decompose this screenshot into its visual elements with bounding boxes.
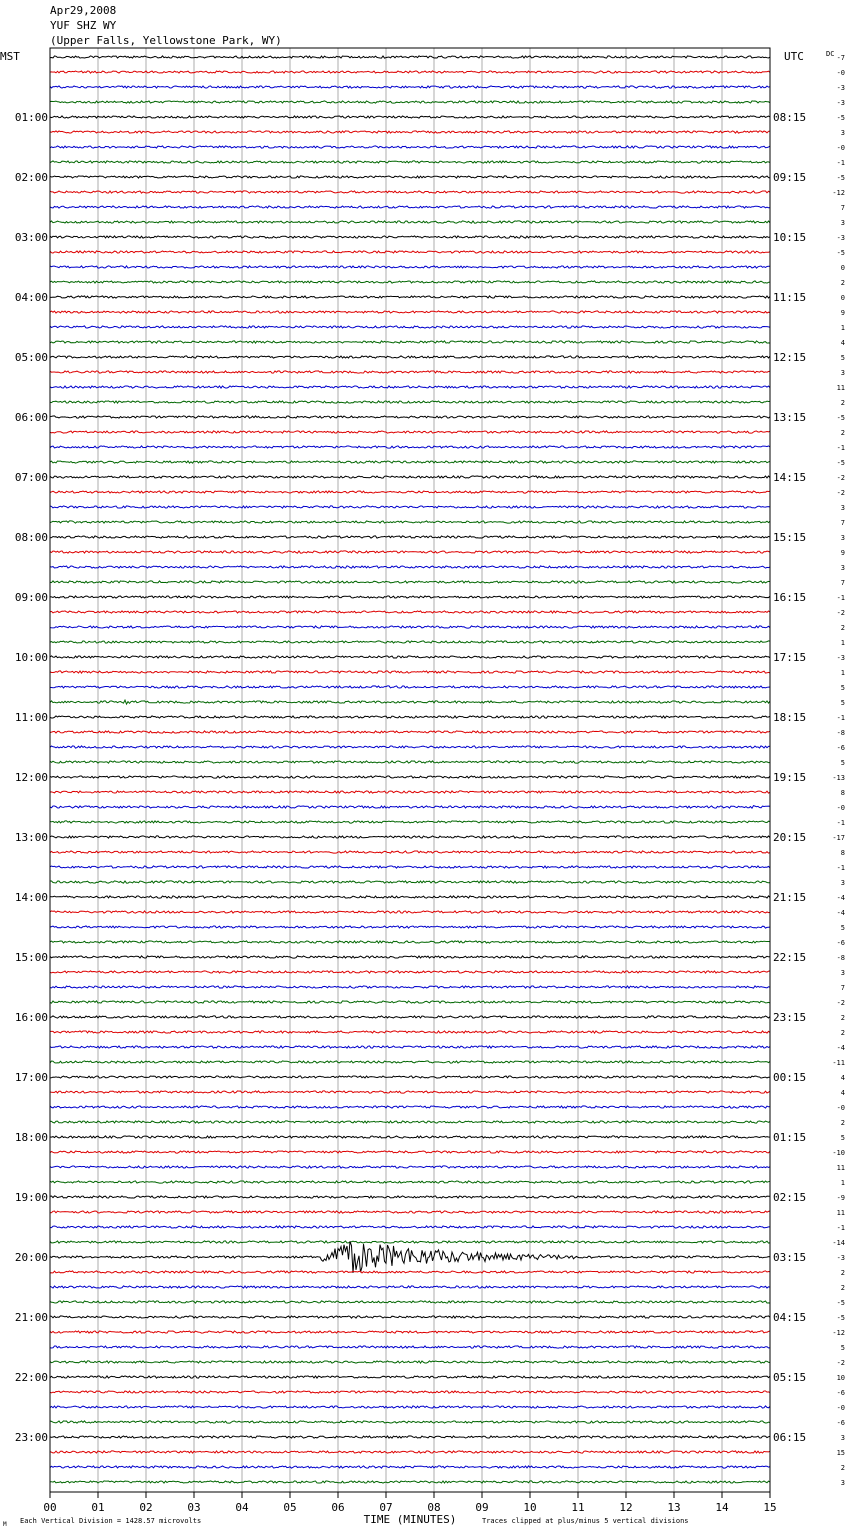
mst-hour-label: 23:00 — [14, 1431, 48, 1444]
location-label: (Upper Falls, Yellowstone Park, WY) — [50, 34, 282, 47]
dc-offset-label: 10 — [836, 1374, 845, 1382]
dc-offset-label: -6 — [836, 744, 845, 752]
trace-line — [50, 446, 770, 448]
mst-hour-label: 20:00 — [14, 1251, 48, 1264]
dc-offset-label: -5 — [836, 1314, 845, 1322]
dc-offset-label: -12 — [832, 189, 845, 197]
dc-offset-label: -3 — [836, 654, 845, 662]
mst-hour-label: 21:00 — [14, 1311, 48, 1324]
trace-line — [50, 176, 770, 178]
trace-line — [50, 161, 770, 163]
utc-hour-label: 06:15 — [773, 1431, 807, 1444]
dc-offset-label: -4 — [836, 909, 845, 917]
trace-line — [50, 266, 770, 268]
trace-line — [50, 1481, 770, 1483]
trace-line — [50, 881, 770, 883]
trace-line — [50, 56, 770, 58]
trace-line — [50, 1151, 770, 1153]
trace-line — [50, 926, 770, 928]
trace-line — [50, 686, 770, 688]
utc-hour-label: 03:15 — [773, 1251, 807, 1264]
trace-line — [50, 311, 770, 313]
dc-offset-label: 2 — [840, 1284, 845, 1292]
dc-offset-label: -0 — [836, 144, 845, 152]
dc-offset-label: 11 — [836, 384, 845, 392]
scale-note: Each Vertical Division = 1428.57 microvolts — [20, 1517, 202, 1525]
utc-hour-label: 08:15 — [773, 111, 807, 124]
mst-hour-label: 14:00 — [14, 891, 48, 904]
trace-line — [50, 1241, 770, 1243]
x-tick-label: 07 — [379, 1501, 393, 1514]
dc-offset-label: 9 — [840, 309, 845, 317]
x-tick-label: 10 — [523, 1501, 537, 1514]
trace-line — [50, 86, 770, 88]
utc-hour-label: 00:15 — [773, 1071, 807, 1084]
mst-hour-label: 01:00 — [14, 111, 48, 124]
dc-offset-label: -1 — [836, 819, 845, 827]
trace-line — [50, 896, 770, 898]
dc-offset-label: -1 — [836, 444, 845, 452]
dc-offset-label: -5 — [836, 174, 845, 182]
dc-offset-label: 4 — [840, 339, 845, 347]
dc-offset-label: -2 — [836, 474, 845, 482]
trace-line — [50, 326, 770, 328]
trace-line — [50, 986, 770, 988]
dc-offset-label: -5 — [836, 249, 845, 257]
mst-hour-label: 17:00 — [14, 1071, 48, 1084]
trace-line — [50, 596, 770, 598]
mst-hour-label: 10:00 — [14, 651, 48, 664]
trace-line — [50, 131, 770, 133]
dc-offset-label: 3 — [840, 1479, 845, 1487]
dc-offset-label: 1 — [840, 669, 845, 677]
dc-offset-label: -1 — [836, 864, 845, 872]
x-tick-label: 11 — [571, 1501, 585, 1514]
trace-group — [50, 56, 770, 1483]
date-label: Apr29,2008 — [50, 4, 117, 17]
trace-line — [50, 1226, 770, 1228]
trace-line — [50, 296, 770, 298]
mst-hour-label: 11:00 — [14, 711, 48, 724]
dc-offset-label: 1 — [840, 639, 845, 647]
trace-line — [50, 1346, 770, 1348]
dc-offset-label: -2 — [836, 609, 845, 617]
dc-offset-label: 5 — [840, 684, 845, 692]
trace-line — [50, 1106, 770, 1108]
x-tick-label: 08 — [427, 1501, 441, 1514]
dc-offset-label: 7 — [840, 204, 845, 212]
utc-axis-label: UTC — [784, 50, 804, 63]
dc-offset-label: 5 — [840, 759, 845, 767]
utc-hour-label: 02:15 — [773, 1191, 807, 1204]
dc-offset-label: 3 — [840, 534, 845, 542]
utc-hour-label: 17:15 — [773, 651, 807, 664]
dc-offset-label: -14 — [832, 1239, 845, 1247]
utc-hour-label: 12:15 — [773, 351, 807, 364]
dc-offset-label: 2 — [840, 1464, 845, 1472]
station-label: YUF SHZ WY — [50, 19, 117, 32]
trace-line — [50, 1001, 770, 1003]
trace-line — [50, 700, 770, 704]
dc-offset-label: -9 — [836, 1194, 845, 1202]
dc-offset-label: -0 — [836, 69, 845, 77]
trace-line — [50, 1361, 770, 1363]
mst-hour-label: 05:00 — [14, 351, 48, 364]
trace-line — [50, 221, 770, 223]
utc-hour-label: 04:15 — [773, 1311, 807, 1324]
trace-line — [50, 626, 770, 628]
dc-offset-label: -7 — [836, 54, 845, 62]
trace-line — [50, 536, 770, 538]
dc-offset-label: -0 — [836, 1404, 845, 1412]
utc-hour-label: 16:15 — [773, 591, 807, 604]
dc-offset-label: -12 — [832, 1329, 845, 1337]
trace-line — [50, 566, 770, 568]
mst-hour-label: 08:00 — [14, 531, 48, 544]
dc-offset-label: 2 — [840, 624, 845, 632]
dc-label: DC — [826, 50, 835, 58]
mst-axis-label: MST — [0, 50, 20, 63]
trace-line — [50, 1136, 770, 1138]
trace-line — [50, 1451, 770, 1453]
mst-hour-label: 15:00 — [14, 951, 48, 964]
utc-hour-label: 14:15 — [773, 471, 807, 484]
dc-offset-label: 3 — [840, 369, 845, 377]
utc-hour-label: 09:15 — [773, 171, 807, 184]
dc-offset-label: 7 — [840, 519, 845, 527]
dc-offset-label: -11 — [832, 1059, 845, 1067]
trace-line — [50, 1301, 770, 1303]
trace-line — [50, 1271, 770, 1273]
trace-line — [50, 356, 770, 358]
dc-offset-label: -6 — [836, 1419, 845, 1427]
dc-offset-label: 3 — [840, 564, 845, 572]
dc-offset-label: 3 — [840, 504, 845, 512]
utc-hour-label: 19:15 — [773, 771, 807, 784]
dc-offset-label: -5 — [836, 459, 845, 467]
dc-offset-label: 5 — [840, 1344, 845, 1352]
dc-offset-label: -3 — [836, 234, 845, 242]
dc-offset-label: -10 — [832, 1149, 845, 1157]
dc-offset-label: 1 — [840, 1179, 845, 1187]
utc-hour-label: 22:15 — [773, 951, 807, 964]
clip-note: Traces clipped at plus/minus 5 vertical divisions — [482, 1517, 689, 1525]
trace-line — [50, 1241, 770, 1273]
trace-line — [50, 191, 770, 193]
dc-offset-label: -0 — [836, 804, 845, 812]
trace-line — [50, 971, 770, 973]
trace-line — [50, 1376, 770, 1378]
dc-offset-label: 8 — [840, 849, 845, 857]
dc-offset-label: -1 — [836, 1224, 845, 1232]
trace-line — [50, 431, 770, 433]
dc-offset-label: 5 — [840, 924, 845, 932]
utc-hour-label: 01:15 — [773, 1131, 807, 1144]
mst-hour-label: 18:00 — [14, 1131, 48, 1144]
trace-line — [50, 116, 770, 118]
trace-line — [50, 476, 770, 478]
mst-hour-label: 12:00 — [14, 771, 48, 784]
mst-hour-label: 13:00 — [14, 831, 48, 844]
dc-offset-label: 5 — [840, 354, 845, 362]
trace-line — [50, 956, 770, 958]
x-tick-label: 12 — [619, 1501, 633, 1514]
trace-line — [50, 641, 770, 643]
x-tick-label: 04 — [235, 1501, 249, 1514]
dc-offset-label: -6 — [836, 1389, 845, 1397]
trace-line — [50, 401, 770, 403]
trace-line — [50, 1406, 770, 1408]
trace-line — [50, 236, 770, 238]
trace-line — [50, 1031, 770, 1033]
dc-offset-label: 3 — [840, 879, 845, 887]
trace-line — [50, 1391, 770, 1393]
trace-line — [50, 1076, 770, 1078]
dc-offset-label: 2 — [840, 1119, 845, 1127]
dc-offset-label: 1 — [840, 324, 845, 332]
utc-hour-label: 15:15 — [773, 531, 807, 544]
dc-offset-label: -3 — [836, 1254, 845, 1262]
x-tick-label: 13 — [667, 1501, 681, 1514]
trace-line — [50, 911, 770, 913]
trace-line — [50, 1196, 770, 1198]
trace-line — [50, 851, 770, 853]
trace-line — [50, 731, 770, 733]
trace-line — [50, 1091, 770, 1093]
trace-line — [50, 506, 770, 508]
dc-offset-label: 0 — [840, 294, 845, 302]
dc-offset-label: 2 — [840, 1014, 845, 1022]
dc-offset-label: -13 — [832, 774, 845, 782]
dc-offset-label: -1 — [836, 714, 845, 722]
grid-lines — [98, 48, 722, 1492]
x-axis-title: TIME (MINUTES) — [363, 1513, 457, 1526]
trace-line — [50, 1061, 770, 1063]
utc-hour-label: 21:15 — [773, 891, 807, 904]
dc-offset-label: 3 — [840, 129, 845, 137]
trace-line — [50, 1331, 770, 1333]
trace-line — [50, 716, 770, 718]
dc-offset-label: 5 — [840, 699, 845, 707]
trace-line — [50, 206, 770, 208]
dc-offset-label: 8 — [840, 789, 845, 797]
utc-hour-label: 18:15 — [773, 711, 807, 724]
dc-offset-label: -5 — [836, 414, 845, 422]
trace-line — [50, 671, 770, 673]
dc-offset-label: 4 — [840, 1074, 845, 1082]
mst-hour-label: 04:00 — [14, 291, 48, 304]
trace-line — [50, 1121, 770, 1123]
trace-line — [50, 551, 770, 553]
trace-line — [50, 1211, 770, 1213]
trace-line — [50, 1286, 770, 1288]
dc-offset-label: -8 — [836, 954, 845, 962]
utc-hour-label: 20:15 — [773, 831, 807, 844]
corner-mark: M — [3, 1521, 7, 1528]
dc-offset-label: -17 — [832, 834, 845, 842]
dc-offset-label: -1 — [836, 594, 845, 602]
dc-offset-label: -3 — [836, 99, 845, 107]
trace-line — [50, 791, 770, 793]
dc-offset-label: 5 — [840, 1134, 845, 1142]
trace-line — [50, 71, 770, 73]
mst-hour-label: 06:00 — [14, 411, 48, 424]
utc-hour-label: 23:15 — [773, 1011, 807, 1024]
utc-hour-label: 13:15 — [773, 411, 807, 424]
x-tick-label: 14 — [715, 1501, 729, 1514]
trace-line — [50, 1436, 770, 1438]
dc-offset-label: -3 — [836, 84, 845, 92]
trace-line — [50, 806, 770, 809]
x-tick-label: 03 — [187, 1501, 201, 1514]
dc-offset-label: 4 — [840, 1089, 845, 1097]
dc-offset-label: 3 — [840, 969, 845, 977]
dc-offset-label: -0 — [836, 1104, 845, 1112]
trace-line — [50, 941, 770, 943]
trace-line — [50, 371, 770, 373]
dc-offset-label: 11 — [836, 1209, 845, 1217]
dc-offset-label: 3 — [840, 219, 845, 227]
x-tick-label: 05 — [283, 1501, 297, 1514]
x-tick-label: 01 — [91, 1501, 105, 1514]
trace-line — [50, 146, 770, 148]
trace-line — [50, 461, 770, 463]
mst-hour-label: 16:00 — [14, 1011, 48, 1024]
utc-hour-label: 11:15 — [773, 291, 807, 304]
dc-offset-label: 2 — [840, 429, 845, 437]
trace-line — [50, 1421, 770, 1423]
trace-line — [50, 1046, 770, 1048]
dc-offset-label: 2 — [840, 399, 845, 407]
plot-frame — [50, 48, 770, 1492]
trace-line — [50, 1316, 770, 1318]
trace-line — [50, 251, 770, 253]
dc-offset-label: -4 — [836, 894, 845, 902]
utc-hour-label: 10:15 — [773, 231, 807, 244]
dc-offset-label: 2 — [840, 279, 845, 287]
dc-offset-label: 2 — [840, 1029, 845, 1037]
axis-labels — [0, 50, 845, 1528]
trace-line — [50, 386, 770, 388]
x-tick-label: 06 — [331, 1501, 345, 1514]
trace-line — [50, 656, 770, 658]
trace-line — [50, 581, 770, 583]
trace-line — [50, 866, 770, 868]
mst-hour-label: 02:00 — [14, 171, 48, 184]
dc-offset-label: 15 — [836, 1449, 845, 1457]
trace-line — [50, 1466, 770, 1468]
utc-hour-label: 05:15 — [773, 1371, 807, 1384]
trace-line — [50, 746, 770, 748]
trace-line — [50, 611, 770, 613]
trace-line — [50, 1016, 770, 1018]
mst-hour-label: 22:00 — [14, 1371, 48, 1384]
mst-hour-label: 03:00 — [14, 231, 48, 244]
dc-offset-label: -5 — [836, 1299, 845, 1307]
trace-line — [50, 1181, 770, 1183]
trace-line — [50, 416, 770, 418]
x-tick-label: 00 — [43, 1501, 57, 1514]
mst-hour-label: 09:00 — [14, 591, 48, 604]
dc-offset-label: -6 — [836, 939, 845, 947]
dc-offset-label: -2 — [836, 999, 845, 1007]
x-tick-label: 09 — [475, 1501, 489, 1514]
trace-line — [50, 521, 770, 523]
dc-offset-label: -2 — [836, 489, 845, 497]
trace-line — [50, 761, 770, 763]
trace-line — [50, 836, 770, 838]
x-tick-label: 02 — [139, 1501, 153, 1514]
trace-line — [50, 281, 770, 283]
dc-offset-label: -8 — [836, 729, 845, 737]
trace-line — [50, 101, 770, 103]
mst-hour-label: 07:00 — [14, 471, 48, 484]
dc-offset-label: -4 — [836, 1044, 845, 1052]
trace-line — [50, 821, 770, 823]
dc-offset-label: -2 — [836, 1359, 845, 1367]
trace-line — [50, 341, 770, 343]
dc-offset-label: -1 — [836, 159, 845, 167]
trace-line — [50, 1166, 770, 1168]
dc-offset-label: 0 — [840, 264, 845, 272]
dc-offset-label: 2 — [840, 1269, 845, 1277]
mst-hour-label: 19:00 — [14, 1191, 48, 1204]
dc-offset-label: 9 — [840, 549, 845, 557]
trace-line — [50, 491, 770, 493]
trace-line — [50, 776, 770, 778]
dc-offset-label: 3 — [840, 1434, 845, 1442]
dc-offset-label: 7 — [840, 579, 845, 587]
dc-offset-label: 7 — [840, 984, 845, 992]
dc-offset-label: -5 — [836, 114, 845, 122]
dc-offset-label: 11 — [836, 1164, 845, 1172]
x-tick-label: 15 — [763, 1501, 777, 1514]
